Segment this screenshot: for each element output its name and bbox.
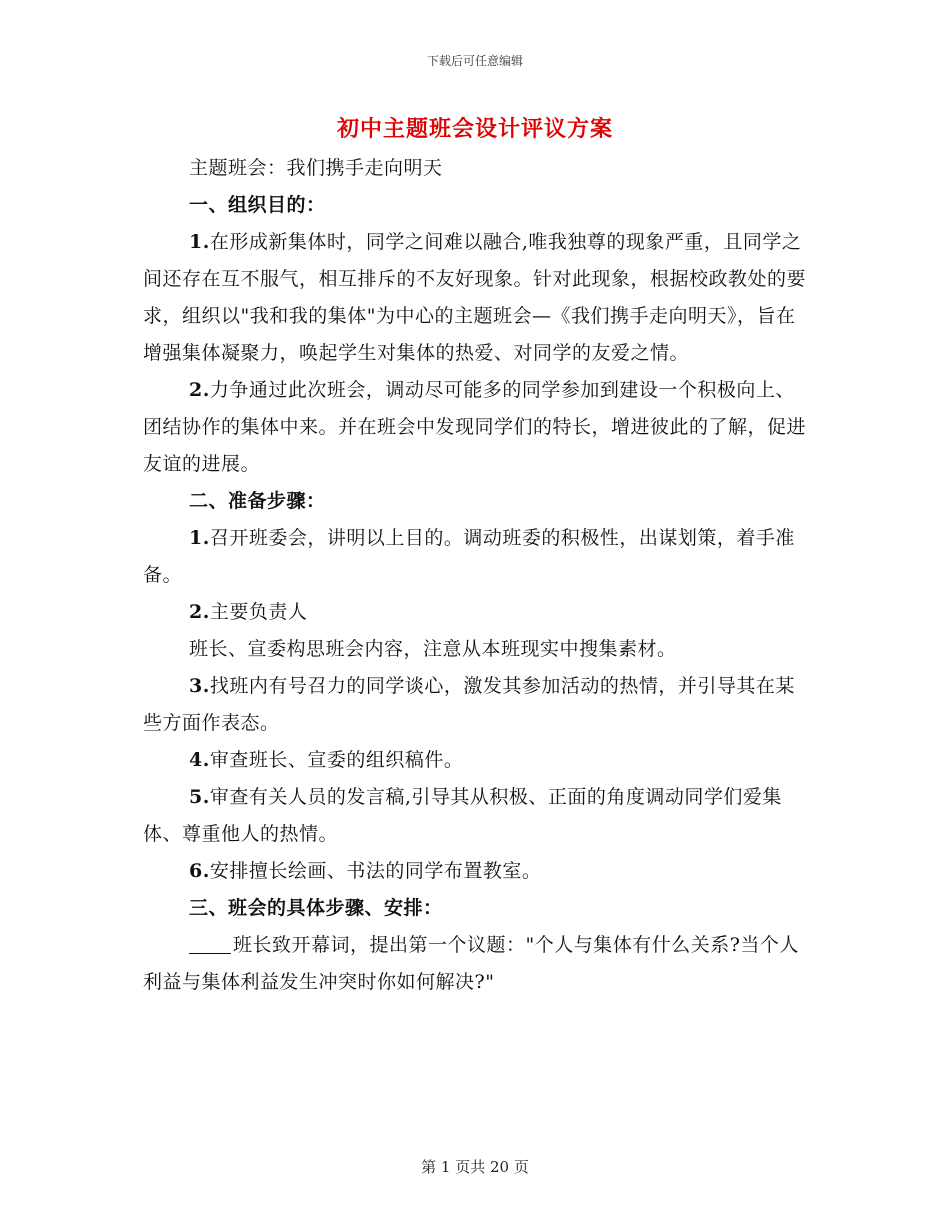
item-number: 2. [189,601,210,623]
item-number: 1. [189,231,210,253]
item-number: 3. [189,675,210,697]
document-title: 初中主题班会设计评议方案 [336,116,613,142]
section-heading-preparation: 二、准备步骤： [189,490,326,512]
section-heading-procedure: 三、班会的具体步骤、安排： [189,897,443,919]
preparation-item-2 [143,594,808,631]
preparation-item-3 [143,668,808,742]
procedure-paragraph [143,927,808,1001]
item-number: 1. [189,527,210,549]
preparation-item-2-detail: 班长、宣委构思班会内容，注意从本班现实中搜集素材。 [189,638,677,660]
section-heading-objectives: 一、组织目的： [189,194,326,216]
item-text: 在形成新集体时，同学之间难以融合,唯我独尊的现象严重，且同学之间还存在互不服气，相互排斥的不友好现象。针对此现象，根据校政教处的要求，组织以"我和我的集体"为中心的主题班会—《我们携手走向明天》，旨在增强集体凝聚力，唤起学生对集体的热爱、对同学的友爱之情。 [143,231,807,364]
item-text: 力争通过此次班会，调动尽可能多的同学参加到建设一个积极向上、团结协作的集体中来。并在班会中发现同学们的特长，增进彼此的了解，促进友谊的进展。 [143,379,807,475]
item-text: 主要负责人 [209,601,308,623]
fill-in-blank [189,933,231,954]
theme-line: 主题班会：我们携手走向明天 [189,157,443,179]
preparation-item-4 [143,742,808,779]
item-number: 2. [189,379,210,401]
preparation-item-1 [143,520,808,594]
item-text: 召开班委会，讲明以上目的。调动班委的积极性，出谋划策，着手准备。 [143,527,795,586]
preparation-item-5 [143,779,808,853]
item-number: 5. [189,786,210,808]
header-note: 下载后可任意编辑 [426,54,523,68]
item-text: 找班内有号召力的同学谈心，激发其参加活动的热情，并引导其在某些方面作表态。 [143,675,795,734]
item-text: 审查班长、宣委的组织稿件。 [209,749,464,771]
objective-item-1 [143,224,808,372]
document-body [143,150,808,1001]
procedure-text: 班长致开幕词，提出第一个议题："个人与集体有什么关系?当个人利益与集体利益发生冲突时你如何解决?" [143,934,799,993]
item-number: 4. [189,749,210,771]
preparation-item-6 [143,853,808,890]
objective-item-2 [143,372,808,483]
item-number: 6. [189,860,210,882]
page-footer: 第 1 页共 20 页 [421,1158,529,1176]
item-text: 安排擅长绘画、书法的同学布置教室。 [209,860,542,882]
item-text: 审查有关人员的发言稿,引导其从积极、正面的角度调动同学们爱集体、尊重他人的热情。 [143,786,782,845]
